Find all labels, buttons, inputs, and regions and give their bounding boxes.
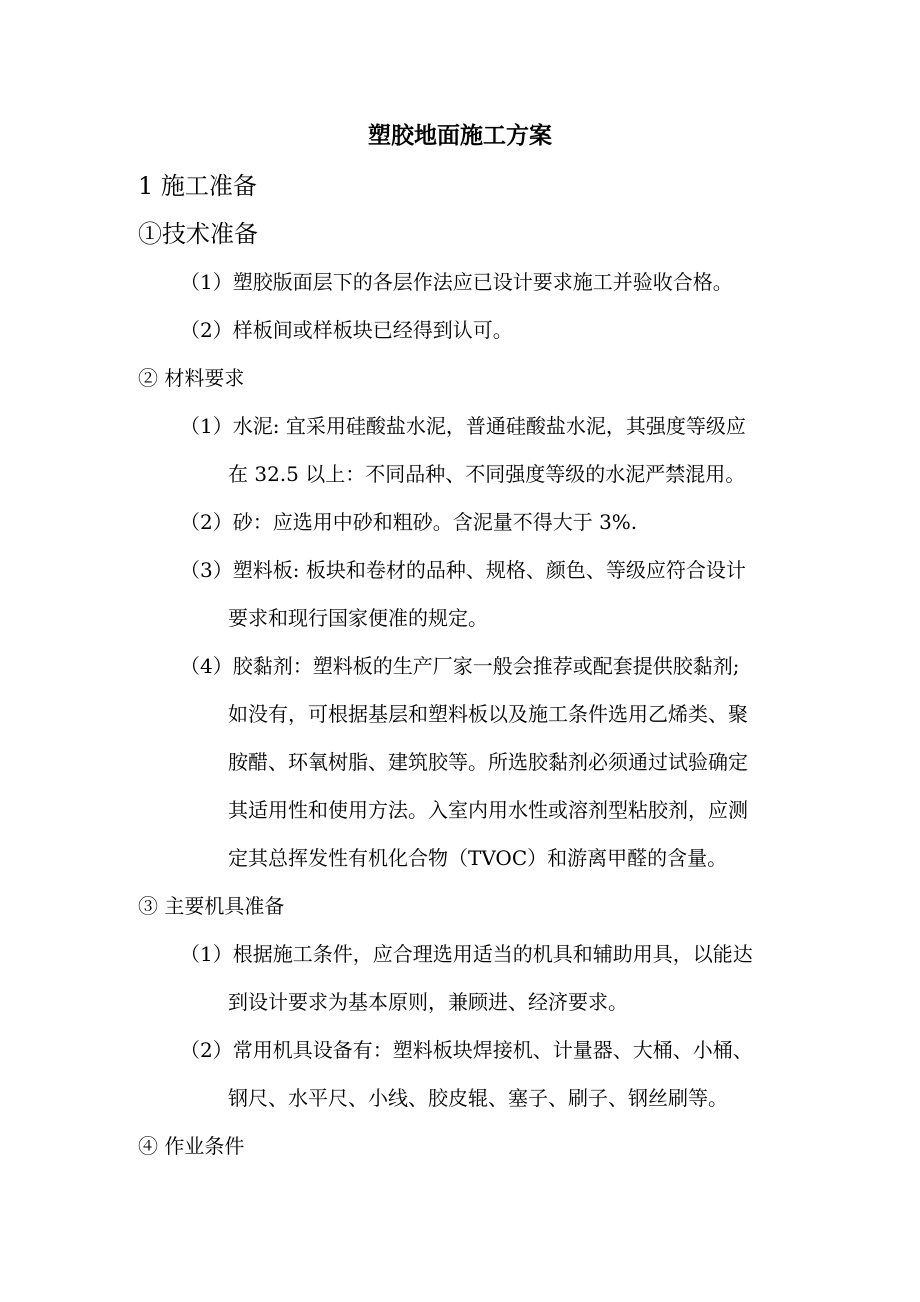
subsection-heading-technical: ①技术准备 bbox=[138, 220, 258, 248]
subsection-heading-materials: ② 材料要求 bbox=[138, 366, 245, 390]
section-heading-1: 1 施工准备 bbox=[138, 172, 257, 200]
list-item: （1）根据施工条件，应合理选用适当的机具和辅助用具，以能达 bbox=[180, 942, 753, 966]
list-item-continuation: 到设计要求为基本原则，兼顾进、经济要求。 bbox=[228, 990, 628, 1014]
list-item-continuation: 胺醋、环氧树脂、建筑胶等。所选胶黏剂必须通过试验确定 bbox=[228, 750, 748, 774]
list-item-continuation: 钢尺、水平尺、小线、胶皮辊、塞子、刷子、钢丝刷等。 bbox=[228, 1086, 728, 1110]
list-item-continuation: 在 32.5 以上：不同品种、不同强度等级的水泥严禁混用。 bbox=[228, 462, 746, 486]
document-title: 塑胶地面施工方案 bbox=[368, 122, 552, 149]
subsection-heading-conditions: ④ 作业条件 bbox=[138, 1134, 245, 1158]
list-item: （4）胶黏剂：塑料板的生产厂家一般会推荐或配套提供胶黏剂; bbox=[180, 654, 740, 678]
list-item: （2）常用机具设备有：塑料板块焊接机、计量器、大桶、小桶、 bbox=[180, 1038, 753, 1062]
list-item: （3）塑料板: 板块和卷材的品种、规格、颜色、等级应符合设计 bbox=[180, 558, 746, 582]
list-item-continuation: 如没有，可根据基层和塑料板以及施工条件选用乙烯类、聚 bbox=[228, 702, 748, 726]
list-item-continuation: 定其总挥发性有机化合物（TVOC）和游离甲醛的含量。 bbox=[228, 846, 728, 870]
list-item: （2）样板间或样板块已经得到认可。 bbox=[180, 318, 513, 342]
subsection-heading-equipment: ③ 主要机具准备 bbox=[138, 894, 285, 918]
list-item: （1）塑胶版面层下的各层作法应已设计要求施工并验收合格。 bbox=[180, 270, 733, 294]
list-item-continuation: 其适用性和使用方法。入室内用水性或溶剂型粘胶剂，应测 bbox=[228, 798, 748, 822]
list-item-continuation: 要求和现行国家便准的规定。 bbox=[228, 606, 488, 630]
list-item: （2）砂：应选用中砂和粗砂。含泥量不得大于 3%. bbox=[180, 510, 638, 534]
list-item: （1）水泥: 宜采用硅酸盐水泥，普通硅酸盐水泥，其强度等级应 bbox=[180, 414, 746, 438]
